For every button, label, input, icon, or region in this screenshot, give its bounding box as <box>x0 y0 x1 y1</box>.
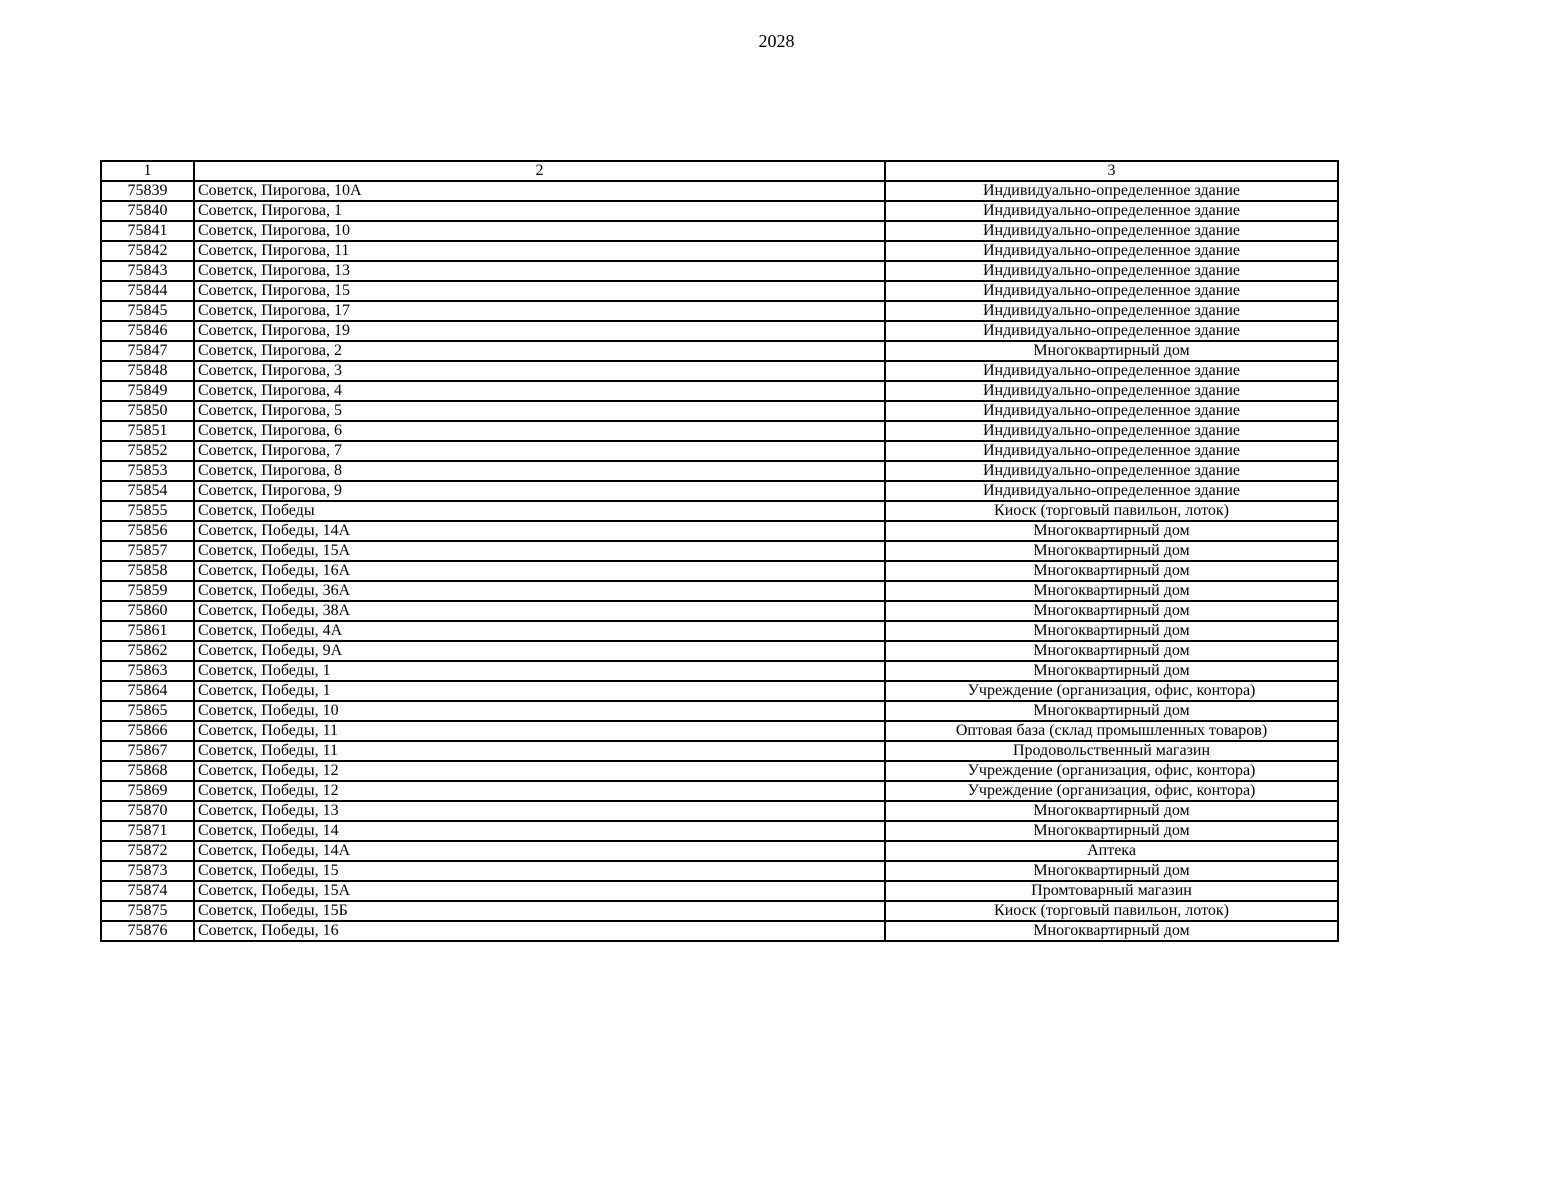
object-id-cell: 75874 <box>101 881 194 901</box>
address-cell: Советск, Пирогова, 6 <box>194 421 885 441</box>
object-type-cell: Индивидуально-определенное здание <box>885 181 1338 201</box>
table-row <box>101 641 1338 661</box>
table-row <box>101 481 1338 501</box>
object-type-cell: Многоквартирный дом <box>885 581 1338 601</box>
address-cell: Советск, Победы, 10 <box>194 701 885 721</box>
address-cell: Советск, Пирогова, 2 <box>194 341 885 361</box>
address-cell: Советск, Победы, 12 <box>194 761 885 781</box>
object-type-cell: Индивидуально-определенное здание <box>885 261 1338 281</box>
object-type-cell: Продовольственный магазин <box>885 741 1338 761</box>
object-type-cell: Индивидуально-определенное здание <box>885 221 1338 241</box>
object-type-cell: Многоквартирный дом <box>885 641 1338 661</box>
object-id-cell: 75864 <box>101 681 194 701</box>
object-id-cell: 75853 <box>101 461 194 481</box>
table-row <box>101 201 1338 221</box>
address-cell: Советск, Победы, 4А <box>194 621 885 641</box>
object-type-cell: Индивидуально-определенное здание <box>885 241 1338 261</box>
table-row <box>101 601 1338 621</box>
table-row <box>101 741 1338 761</box>
object-type-cell: Киоск (торговый павильон, лоток) <box>885 901 1338 921</box>
object-id-cell: 75848 <box>101 361 194 381</box>
object-type-cell: Аптека <box>885 841 1338 861</box>
table-row <box>101 881 1338 901</box>
object-id-cell: 75858 <box>101 561 194 581</box>
object-id-cell: 75842 <box>101 241 194 261</box>
object-type-cell: Индивидуально-определенное здание <box>885 441 1338 461</box>
object-type-cell: Многоквартирный дом <box>885 521 1338 541</box>
address-cell: Советск, Пирогова, 5 <box>194 401 885 421</box>
address-cell: Советск, Победы, 11 <box>194 741 885 761</box>
header-cell-1: 1 <box>101 161 194 181</box>
object-type-cell: Учреждение (организация, офис, контора) <box>885 681 1338 701</box>
object-type-cell: Индивидуально-определенное здание <box>885 321 1338 341</box>
table-row <box>101 521 1338 541</box>
object-id-cell: 75876 <box>101 921 194 941</box>
object-id-cell: 75865 <box>101 701 194 721</box>
object-id-cell: 75843 <box>101 261 194 281</box>
object-type-cell: Многоквартирный дом <box>885 621 1338 641</box>
object-type-cell: Многоквартирный дом <box>885 341 1338 361</box>
table-row <box>101 621 1338 641</box>
table-row <box>101 821 1338 841</box>
object-id-cell: 75851 <box>101 421 194 441</box>
table-row <box>101 801 1338 821</box>
object-type-cell: Индивидуально-определенное здание <box>885 421 1338 441</box>
address-cell: Советск, Победы, 15 <box>194 861 885 881</box>
object-type-cell: Учреждение (организация, офис, контора) <box>885 781 1338 801</box>
object-id-cell: 75873 <box>101 861 194 881</box>
table-row <box>101 561 1338 581</box>
table-row <box>101 181 1338 201</box>
address-cell: Советск, Победы, 14 <box>194 821 885 841</box>
header-cell-2: 2 <box>194 161 885 181</box>
address-cell: Советск, Победы, 15А <box>194 541 885 561</box>
address-cell: Советск, Пирогова, 10А <box>194 181 885 201</box>
object-type-cell: Индивидуально-определенное здание <box>885 401 1338 421</box>
address-cell: Советск, Победы, 11 <box>194 721 885 741</box>
table-row <box>101 861 1338 881</box>
registry-table-body <box>101 161 1338 941</box>
address-cell: Советск, Пирогова, 15 <box>194 281 885 301</box>
address-cell: Советск, Пирогова, 1 <box>194 201 885 221</box>
object-id-cell: 75859 <box>101 581 194 601</box>
object-id-cell: 75861 <box>101 621 194 641</box>
address-cell: Советск, Пирогова, 9 <box>194 481 885 501</box>
table-row <box>101 781 1338 801</box>
object-type-cell: Учреждение (организация, офис, контора) <box>885 761 1338 781</box>
table-row <box>101 721 1338 741</box>
table-row <box>101 841 1338 861</box>
object-id-cell: 75870 <box>101 801 194 821</box>
table-row <box>101 461 1338 481</box>
table-row <box>101 581 1338 601</box>
object-type-cell: Многоквартирный дом <box>885 701 1338 721</box>
object-id-cell: 75862 <box>101 641 194 661</box>
object-type-cell: Многоквартирный дом <box>885 801 1338 821</box>
address-cell: Советск, Победы, 14А <box>194 521 885 541</box>
object-type-cell: Индивидуально-определенное здание <box>885 481 1338 501</box>
object-id-cell: 75852 <box>101 441 194 461</box>
object-type-cell: Индивидуально-определенное здание <box>885 301 1338 321</box>
address-cell: Советск, Пирогова, 3 <box>194 361 885 381</box>
object-id-cell: 75850 <box>101 401 194 421</box>
object-type-cell: Многоквартирный дом <box>885 601 1338 621</box>
object-type-cell: Оптовая база (склад промышленных товаров) <box>885 721 1338 741</box>
address-cell: Советск, Победы, 14А <box>194 841 885 861</box>
object-type-cell: Промтоварный магазин <box>885 881 1338 901</box>
object-id-cell: 75860 <box>101 601 194 621</box>
object-type-cell: Многоквартирный дом <box>885 541 1338 561</box>
address-cell: Советск, Победы, 13 <box>194 801 885 821</box>
table-row <box>101 661 1338 681</box>
table-row <box>101 541 1338 561</box>
table-row <box>101 241 1338 261</box>
address-cell: Советск, Победы, 16А <box>194 561 885 581</box>
table-row <box>101 701 1338 721</box>
object-type-cell: Многоквартирный дом <box>885 921 1338 941</box>
object-id-cell: 75849 <box>101 381 194 401</box>
table-row <box>101 261 1338 281</box>
address-cell: Советск, Победы, 9А <box>194 641 885 661</box>
table-row <box>101 441 1338 461</box>
object-type-cell: Многоквартирный дом <box>885 661 1338 681</box>
address-cell: Советск, Победы, 15Б <box>194 901 885 921</box>
table-row <box>101 901 1338 921</box>
table-row <box>101 381 1338 401</box>
object-id-cell: 75839 <box>101 181 194 201</box>
object-id-cell: 75854 <box>101 481 194 501</box>
table-row <box>101 921 1338 941</box>
object-id-cell: 75841 <box>101 221 194 241</box>
object-id-cell: 75863 <box>101 661 194 681</box>
object-id-cell: 75857 <box>101 541 194 561</box>
object-id-cell: 75840 <box>101 201 194 221</box>
table-row <box>101 421 1338 441</box>
object-type-cell: Индивидуально-определенное здание <box>885 461 1338 481</box>
object-type-cell: Многоквартирный дом <box>885 561 1338 581</box>
address-cell: Советск, Победы, 38А <box>194 601 885 621</box>
object-type-cell: Киоск (торговый павильон, лоток) <box>885 501 1338 521</box>
table-row <box>101 761 1338 781</box>
object-id-cell: 75867 <box>101 741 194 761</box>
address-cell: Советск, Пирогова, 8 <box>194 461 885 481</box>
object-id-cell: 75871 <box>101 821 194 841</box>
object-id-cell: 75847 <box>101 341 194 361</box>
address-cell: Советск, Победы <box>194 501 885 521</box>
object-type-cell: Индивидуально-определенное здание <box>885 361 1338 381</box>
object-id-cell: 75845 <box>101 301 194 321</box>
object-type-cell: Индивидуально-определенное здание <box>885 281 1338 301</box>
address-cell: Советск, Победы, 1 <box>194 661 885 681</box>
table-row <box>101 221 1338 241</box>
table-row <box>101 501 1338 521</box>
address-cell: Советск, Пирогова, 11 <box>194 241 885 261</box>
address-cell: Советск, Пирогова, 4 <box>194 381 885 401</box>
address-cell: Советск, Победы, 1 <box>194 681 885 701</box>
header-cell-3: 3 <box>885 161 1338 181</box>
object-id-cell: 75868 <box>101 761 194 781</box>
object-id-cell: 75855 <box>101 501 194 521</box>
registry-table <box>100 160 1339 942</box>
address-cell: Советск, Пирогова, 13 <box>194 261 885 281</box>
address-cell: Советск, Пирогова, 17 <box>194 301 885 321</box>
address-cell: Советск, Пирогова, 7 <box>194 441 885 461</box>
object-id-cell: 75869 <box>101 781 194 801</box>
page-number: 2028 <box>758 31 795 51</box>
address-cell: Советск, Пирогова, 19 <box>194 321 885 341</box>
address-cell: Советск, Победы, 15А <box>194 881 885 901</box>
table-row <box>101 361 1338 381</box>
object-id-cell: 75856 <box>101 521 194 541</box>
address-cell: Советск, Пирогова, 10 <box>194 221 885 241</box>
object-id-cell: 75844 <box>101 281 194 301</box>
table-row <box>101 301 1338 321</box>
address-cell: Советск, Победы, 12 <box>194 781 885 801</box>
table-row <box>101 281 1338 301</box>
object-id-cell: 75846 <box>101 321 194 341</box>
table-header-row <box>101 161 1338 181</box>
table-row <box>101 401 1338 421</box>
table-row <box>101 341 1338 361</box>
table-row <box>101 321 1338 341</box>
object-type-cell: Индивидуально-определенное здание <box>885 201 1338 221</box>
object-type-cell: Индивидуально-определенное здание <box>885 381 1338 401</box>
object-type-cell: Многоквартирный дом <box>885 821 1338 841</box>
address-cell: Советск, Победы, 36А <box>194 581 885 601</box>
object-type-cell: Многоквартирный дом <box>885 861 1338 881</box>
object-id-cell: 75872 <box>101 841 194 861</box>
table-row <box>101 681 1338 701</box>
address-cell: Советск, Победы, 16 <box>194 921 885 941</box>
object-id-cell: 75875 <box>101 901 194 921</box>
object-id-cell: 75866 <box>101 721 194 741</box>
